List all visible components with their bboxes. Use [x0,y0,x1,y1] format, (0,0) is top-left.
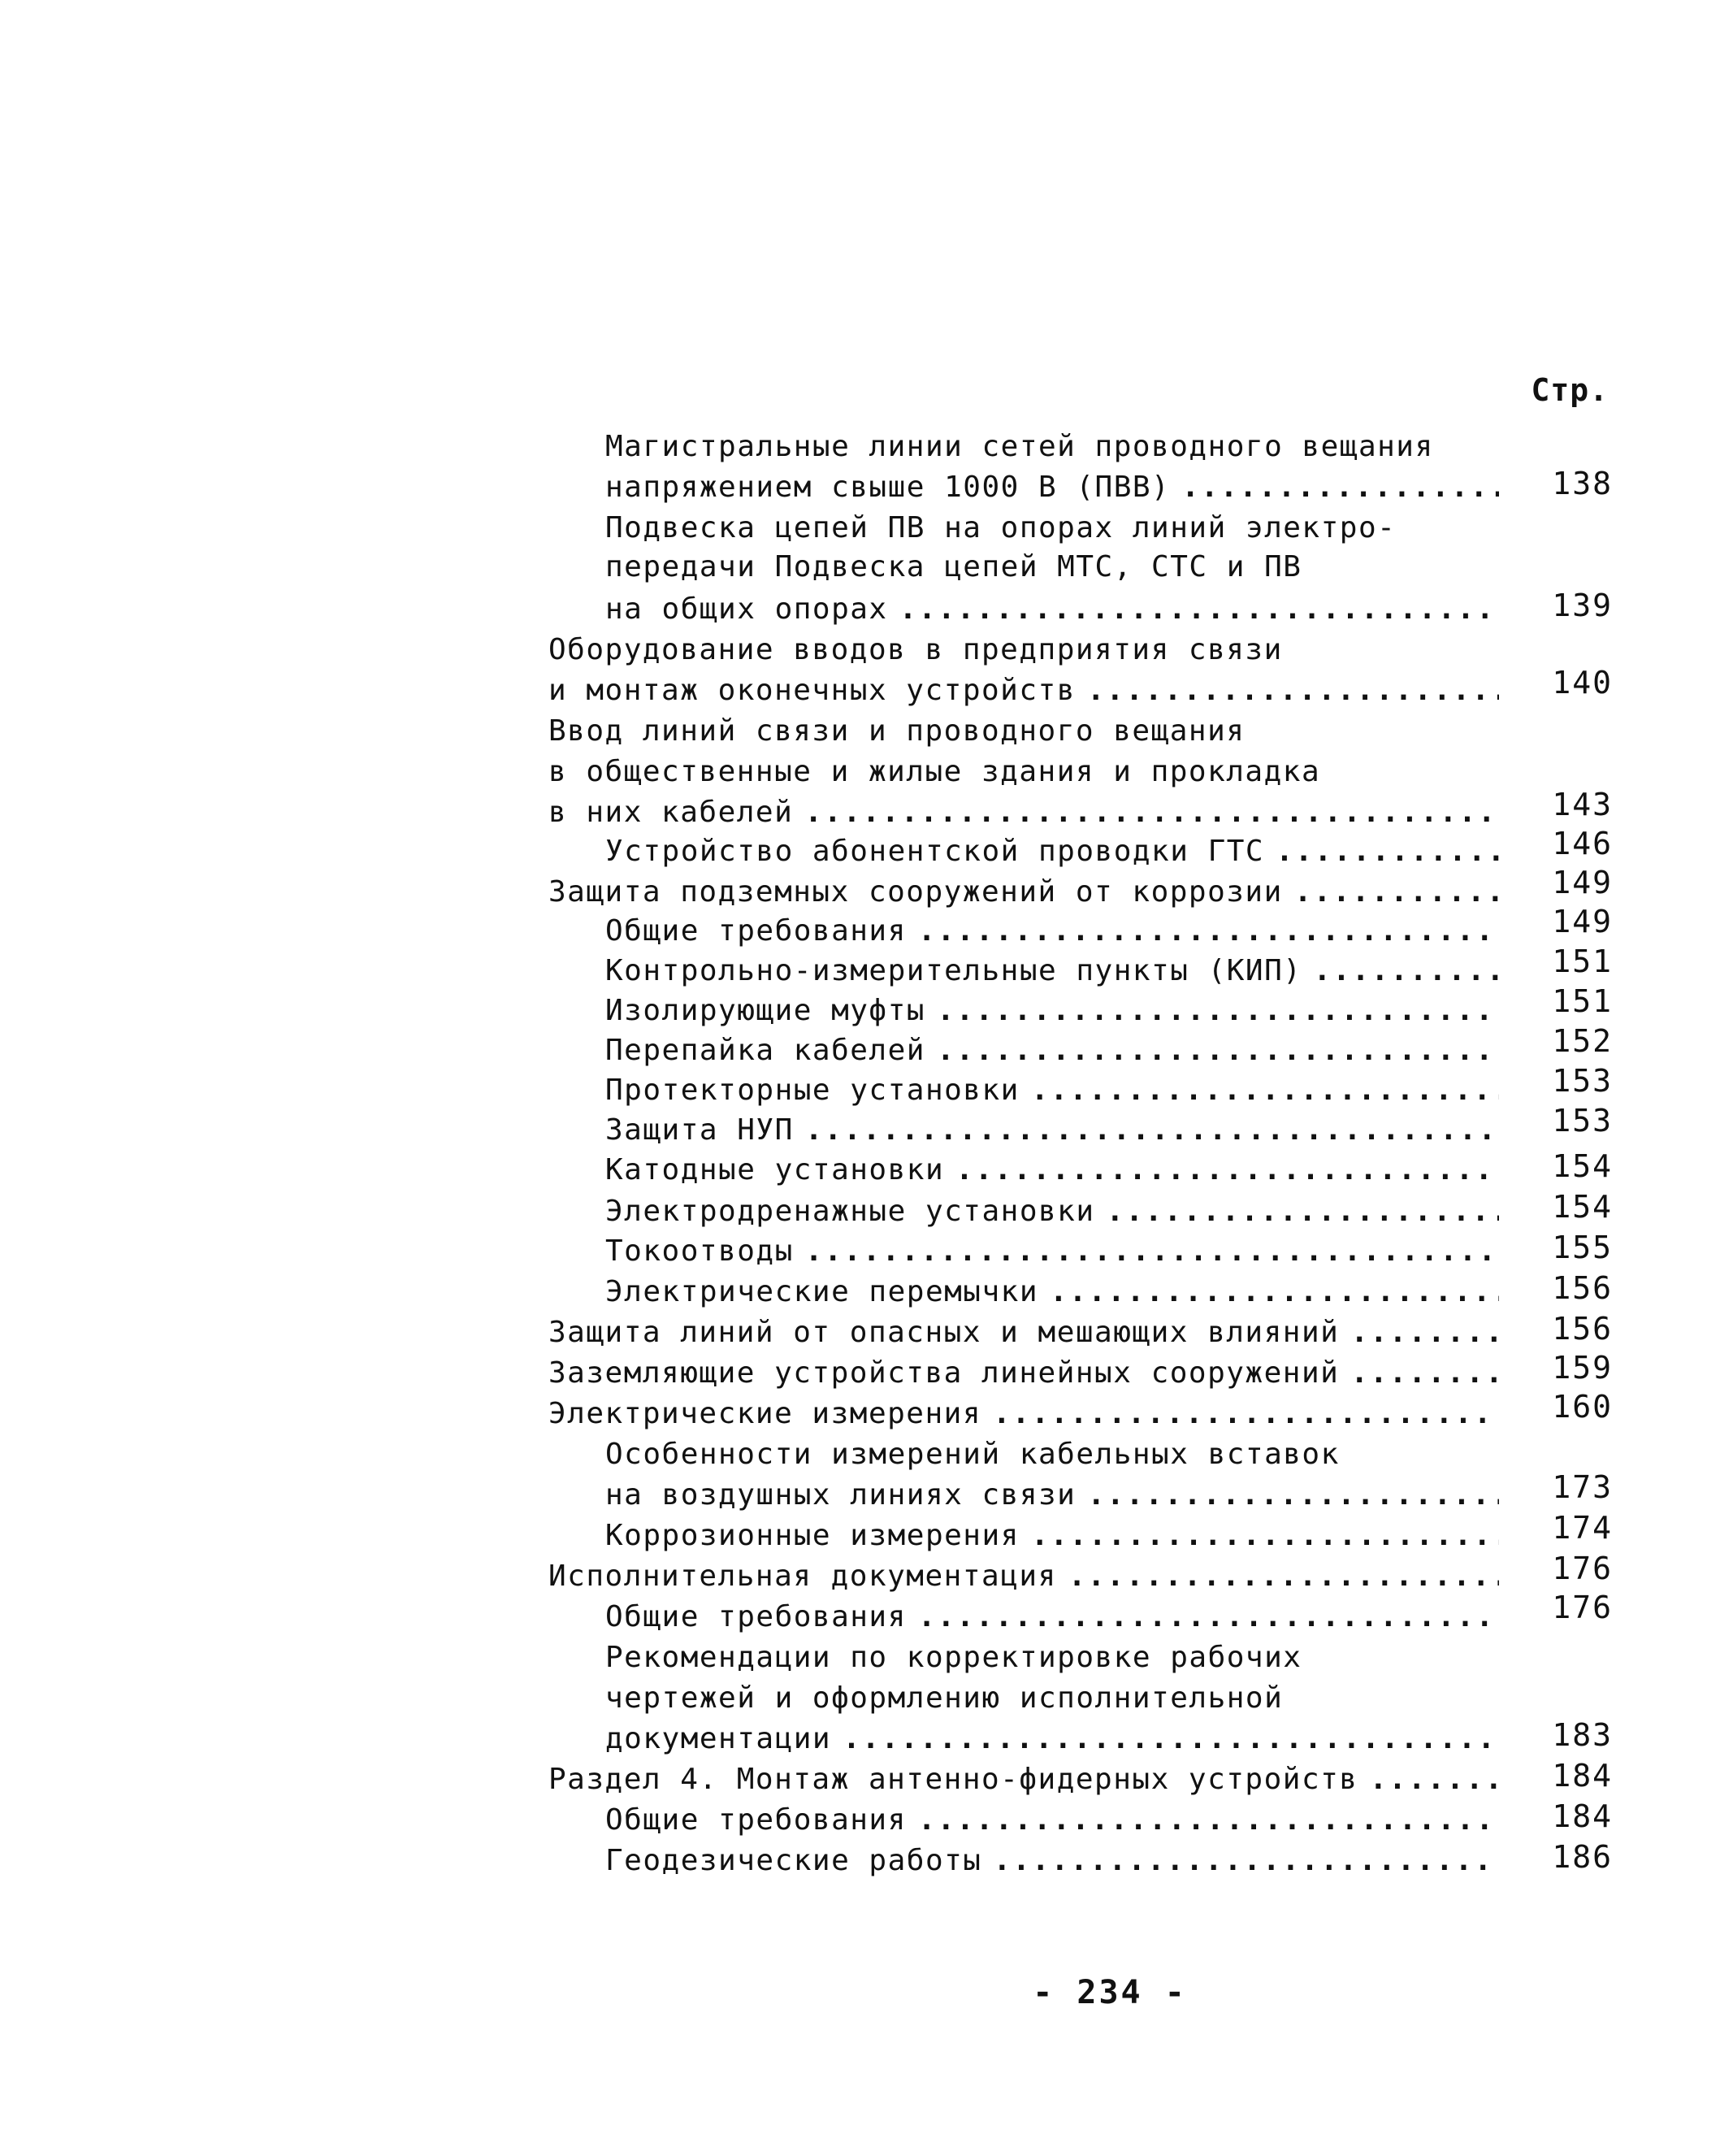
toc-page-number: 183 [1552,1717,1613,1753]
toc-entry-text: Раздел 4. Монтаж антенно-фидерных устройств [548,1763,1358,1796]
toc-entry-text: Перепайка кабелей [605,1034,925,1067]
dot-leader [1087,1475,1499,1516]
toc-entry [548,711,1245,752]
toc-page-number: 159 [1552,1350,1613,1386]
toc-entry [605,1800,1507,1841]
toc-entry-text: Защита подземных сооружений от коррозии [548,875,1283,909]
toc-entry-text: Магистральные линии сетей проводного вещания [605,430,1434,463]
toc-entry [605,1272,1507,1312]
toc-entry-text: Катодные установки [605,1153,945,1186]
toc-entry [605,1191,1507,1232]
toc-entry [548,630,1283,670]
dot-leader [1350,1353,1499,1394]
toc-entry [605,1110,1507,1151]
toc-page-number: 176 [1552,1551,1613,1586]
dot-leader [1369,1759,1499,1800]
dot-leader [805,1110,1499,1151]
toc-page-number: 140 [1552,665,1613,701]
toc-entry [605,467,1507,508]
toc-entry [605,589,1507,630]
page-number-footer: - 234 - [1033,1974,1187,2011]
toc-page-number: 146 [1552,826,1613,861]
toc-entry [605,1434,1340,1475]
dot-leader [1068,1556,1499,1597]
toc-page-number: 156 [1552,1311,1613,1347]
toc-entry-text: Защита линий от опасных и мешающих влияний [548,1316,1340,1349]
dot-leader [1050,1272,1499,1312]
dot-leader [937,1030,1499,1071]
dot-leader [804,792,1499,833]
toc-entry-text: Электродренажные установки [605,1195,1095,1228]
toc-entry-text: Электрические перемычки [605,1275,1038,1308]
toc-entry-text: в них кабелей [548,796,794,829]
toc-entry [605,1475,1507,1516]
toc-entry-text: Контрольно-измерительные пункты (КИП) [605,954,1302,987]
dot-leader [843,1719,1499,1759]
toc-entry [548,752,1320,792]
toc-entry [605,427,1434,467]
toc-entry-text: напряжением свыше 1000 В (ПВВ) [605,471,1171,504]
toc-entry-text: документации [605,1722,832,1755]
toc-entry [605,831,1507,872]
toc-entry-text: Защита НУП [605,1113,794,1147]
toc-entry [605,1070,1507,1111]
toc-entry-text: Изолирующие муфты [605,994,925,1027]
toc-entry-text: Устройство абонентской проводки ГТС [605,835,1265,868]
toc-page-number: 139 [1552,588,1613,623]
dot-leader [805,1231,1499,1272]
toc-entry [548,1759,1507,1800]
toc-entry [548,1556,1507,1597]
toc-entry [605,1231,1507,1272]
toc-page-number: 138 [1552,466,1613,501]
toc-page-number: 186 [1552,1839,1613,1875]
toc-page-number: 156 [1552,1270,1613,1306]
toc-entry [605,911,1507,952]
toc-entry-text: Оборудование вводов в предприятия связи [548,633,1283,666]
dot-leader [937,991,1499,1031]
toc-entry [605,1719,1507,1759]
toc-page-number: 149 [1552,904,1613,939]
toc-page-number: 184 [1552,1758,1613,1794]
dot-leader [1294,872,1499,913]
dot-leader [993,1841,1499,1881]
toc-entry-text: на общих опорах [605,592,888,626]
toc-page-number: 152 [1552,1023,1613,1059]
toc-entry-text: Коррозионные измерения [605,1519,1020,1552]
toc-entry [605,508,1396,549]
dot-leader [1031,1070,1499,1111]
toc-entry-text: Протекторные установки [605,1074,1020,1107]
dot-leader [1107,1191,1499,1232]
toc-entry [605,547,1302,588]
toc-entry-text: Электрические измерения [548,1397,981,1430]
dot-leader [1181,467,1499,508]
toc-page-number: 184 [1552,1798,1613,1834]
toc-entry-text: Особенности измерений кабельных вставок [605,1438,1340,1471]
toc-entry [605,991,1507,1031]
toc-entry-text: на воздушных линиях связи [605,1478,1077,1512]
toc-entry [605,1516,1507,1556]
page-column-label: Стр. [1531,372,1609,408]
dot-leader [955,1150,1499,1191]
toc-entry [548,1394,1507,1434]
toc-entry [605,1597,1507,1638]
toc-entry [605,1678,1283,1719]
toc-entry-text: Ввод линий связи и проводного вещания [548,714,1246,748]
toc-entry-text: Заземляющие устройства линейных сооружений [548,1356,1340,1390]
dot-leader [899,589,1499,630]
toc-entry-text: передачи Подвеска цепей МТС, СТС и ПВ [605,550,1302,583]
dot-leader [1313,951,1499,991]
toc-page-number: 174 [1552,1510,1613,1546]
toc-page-number: 143 [1552,787,1613,822]
toc-page-number: 173 [1552,1469,1613,1505]
dot-leader [918,911,1499,952]
toc-entry-text: Исполнительная документация [548,1560,1057,1593]
toc-entry-text: и монтаж оконечных устройств [548,674,1076,707]
dot-leader [1350,1312,1499,1353]
dot-leader [993,1394,1499,1434]
toc-entry [548,1353,1507,1394]
toc-page-number: 176 [1552,1590,1613,1625]
dot-leader [918,1800,1499,1841]
toc-page-number: 154 [1552,1189,1613,1225]
toc-entry-text: Токоотводы [605,1234,794,1268]
toc-page-number: 151 [1552,944,1613,979]
toc-entry-text: Геодезические работы [605,1844,982,1877]
toc-entry [548,792,1507,833]
toc-entry [605,951,1507,991]
toc-page-number: 153 [1552,1063,1613,1099]
toc-entry-text: Рекомендации по корректировке рабочих [605,1641,1302,1674]
toc-page-number: 151 [1552,983,1613,1019]
toc-entry [548,1312,1507,1353]
dot-leader [918,1597,1499,1638]
toc-entry [605,1150,1507,1191]
toc-entry [605,1841,1507,1881]
toc-page-number: 155 [1552,1230,1613,1265]
toc-entry-text: Подвеска цепей ПВ на опорах линий электро- [605,511,1397,544]
dot-leader [1276,831,1499,872]
toc-page-number: 149 [1552,865,1613,900]
toc-entry-text: Общие требования [605,1600,907,1633]
toc-page-number: 154 [1552,1148,1613,1184]
toc-entry [605,1638,1302,1678]
toc-entry-text: чертежей и оформлению исполнительной [605,1681,1284,1715]
toc-page-number: 160 [1552,1389,1613,1425]
toc-entry [548,872,1507,913]
toc-entry-text: Общие требования [605,1803,907,1837]
toc-entry [605,1030,1507,1071]
toc-page-number: 153 [1552,1103,1613,1139]
dot-leader [1031,1516,1499,1556]
toc-entry-text: Общие требования [605,914,907,948]
toc-entry [548,670,1507,711]
dot-leader [1087,670,1499,711]
toc-entry-text: в общественные и жилые здания и прокладка [548,755,1321,788]
